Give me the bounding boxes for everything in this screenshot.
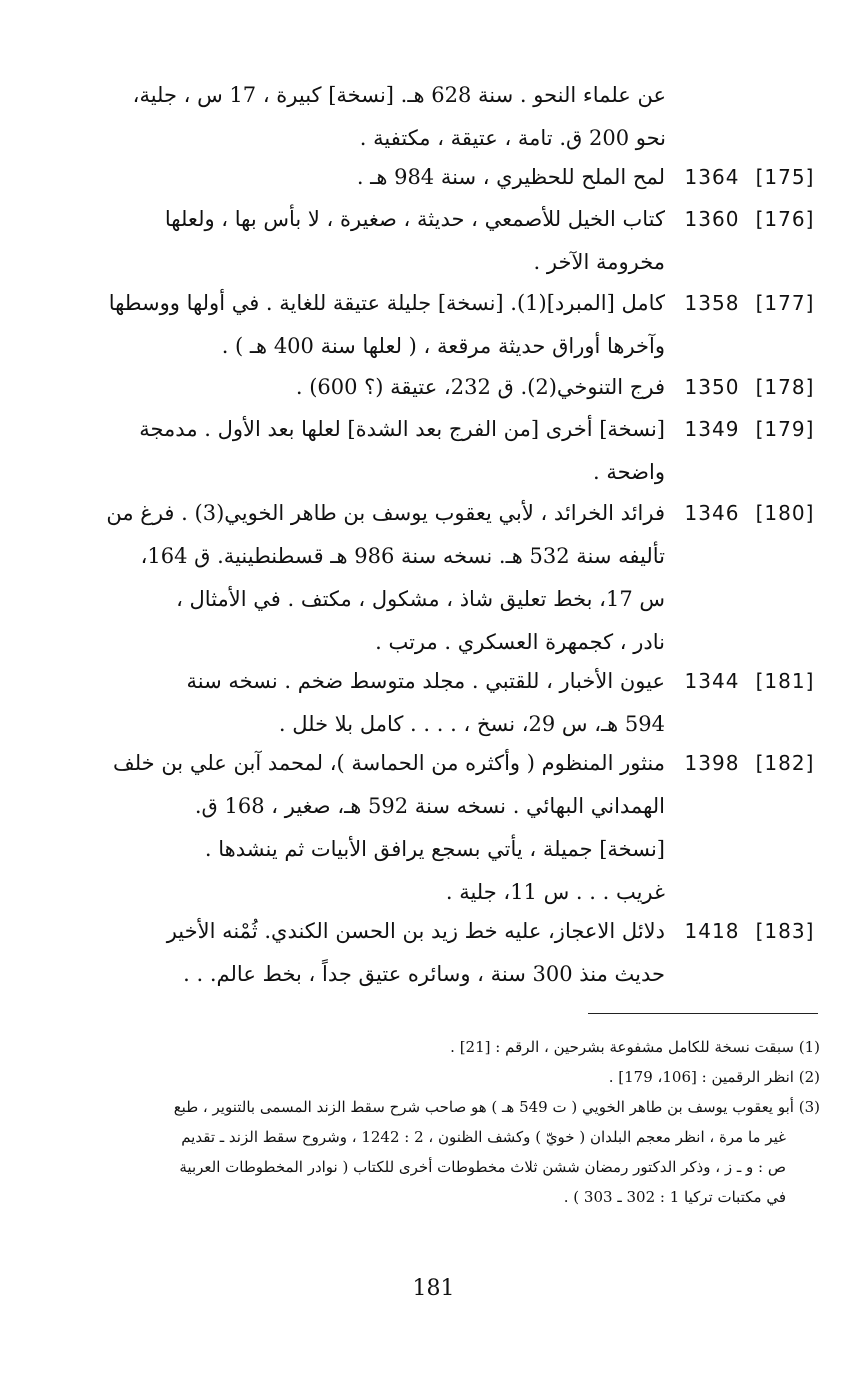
- entry-text: [78, 492, 665, 664]
- entry-number: 1358: [684, 291, 740, 315]
- text-line: واضحة .: [593, 460, 665, 484]
- entry-code: [178]: [755, 375, 815, 399]
- entry-text: [78, 156, 665, 199]
- footnote-3-line: ص : و ـ ز ، وذكر الدكتور رمضان ششن ثلاث مخطوطات أخرى للكتاب ( نوادر المخطوطات العربية: [179, 1158, 786, 1176]
- text-line: منثور المنظوم ( وأكثره من الحماسة )، لمحمد آبن علي بن خلف: [112, 751, 665, 775]
- text-line: وآخرها أوراق حديثة مرقعة ، ( لعلها سنة 400 هـ ) .: [221, 334, 665, 358]
- footnote-3-line: في مكتبات تركيا 1 : 302 ـ 303 ) .: [563, 1188, 786, 1206]
- entry-text: [78, 366, 665, 409]
- footnote-divider: [588, 1013, 818, 1014]
- footnote-3: (3) أبو يعقوب يوسف بن طاهر الخويي ( ت 549 هـ ) هو صاحب شرح سقط الزند المسمى بالتنوير ، طبع: [173, 1098, 820, 1116]
- entry-number: 1344: [684, 669, 740, 693]
- footnote-3-line: غير ما مرة ، انظر معجم البلدان ( خويّ ) وكشف الظنون ، 2 : 1242 ، وشروح سقط الزند ـ تقديم: [181, 1128, 786, 1146]
- entry-text: [78, 282, 665, 368]
- footnotes: [78, 1032, 820, 1212]
- text-line: دلائل الاعجاز، عليه خط زيد بن الحسن الكندي. ثُمْنه الأخير: [166, 919, 665, 943]
- footnote-1: (1) سبقت نسخة للكامل مشفوعة بشرحين ، الرقم : [21] .: [450, 1038, 820, 1056]
- entry-code: [179]: [755, 417, 815, 441]
- text-line: [نسخة] جميلة ، يأتي بسجع يرافق الأبيات ثم ينشدها .: [204, 837, 665, 861]
- text-line: س 17، بخط تعليق شاذ ، مشكول ، مكتف . في الأمثال ،: [176, 587, 665, 611]
- entry-code: [177]: [755, 291, 815, 315]
- text-line: نادر ، كجمهرة العسكري . مرتب .: [375, 630, 665, 654]
- text-line: كتاب الخيل للأصمعي ، حديثة ، صغيرة ، لا بأس بها ، ولعلها: [164, 207, 665, 231]
- entry-code: [176]: [755, 207, 815, 231]
- continuation-text: [78, 74, 666, 160]
- entry-number: 1346: [684, 501, 740, 525]
- text-line: عيون الأخبار ، للقتبي . مجلد متوسط ضخم . نسخه سنة: [186, 669, 665, 693]
- entry-number: 1349: [684, 417, 740, 441]
- text-line: فرج التنوخي(2). ق 232، عتيقة (؟ 600) .: [295, 375, 665, 399]
- entry-text: [78, 198, 665, 284]
- entry-text: [78, 742, 665, 914]
- entry-number: 1398: [684, 751, 740, 775]
- entry-code: [180]: [755, 501, 815, 525]
- page-number: 181: [412, 1276, 455, 1301]
- text-line: [نسخة] أخرى [من الفرج بعد الشدة] لعلها بعد الأول . مدمجة: [139, 417, 665, 441]
- text-line: مخرومة الآخر .: [533, 250, 665, 274]
- entry-number: 1360: [684, 207, 740, 231]
- entry-number: 1364: [684, 165, 740, 189]
- entry-number: 1350: [684, 375, 740, 399]
- entry-text: [78, 408, 665, 494]
- entry-text: [78, 910, 665, 996]
- footnote-2: (2) انظر الرقمين : [106، 179] .: [608, 1068, 820, 1086]
- text-line: كامل [المبرد](1). [نسخة] جليلة عتيقة للغاية . في أولها ووسطها: [108, 291, 665, 315]
- text-line: تأليفه سنة 532 هـ. نسخه سنة 986 هـ قسطنطينية. ق 164،: [140, 544, 665, 568]
- entry-code: [175]: [755, 165, 815, 189]
- text-line: غريب . . . س 11، جلية .: [445, 880, 665, 904]
- text-line: حديث منذ 300 سنة ، وسائره عتيق جداً ، بخط عالم. . .: [183, 962, 665, 986]
- entry-code: [181]: [755, 669, 815, 693]
- text-line: لمح الملح للحظيري ، سنة 984 هـ .: [356, 165, 665, 189]
- text-line: الهمداني البهائي . نسخه سنة 592 هـ، صغير ، 168 ق.: [194, 794, 665, 818]
- entry-text: [78, 660, 665, 746]
- entry-code: [183]: [755, 919, 815, 943]
- text-line: 594 هـ، س 29، نسخ ، . . . . كامل بلا خلل .: [278, 712, 665, 736]
- entry-code: [182]: [755, 751, 815, 775]
- text-line: عن علماء النحو . سنة 628 هـ. [نسخة] كبيرة ، 17 س ، جلية،: [132, 83, 666, 107]
- text-line: نحو 200 ق. تامة ، عتيقة ، مكتفية .: [359, 126, 666, 150]
- text-line: فرائد الخرائد ، لأبي يعقوب يوسف بن طاهر الخويي(3) . فرغ من: [106, 501, 665, 525]
- entry-number: 1418: [684, 919, 740, 943]
